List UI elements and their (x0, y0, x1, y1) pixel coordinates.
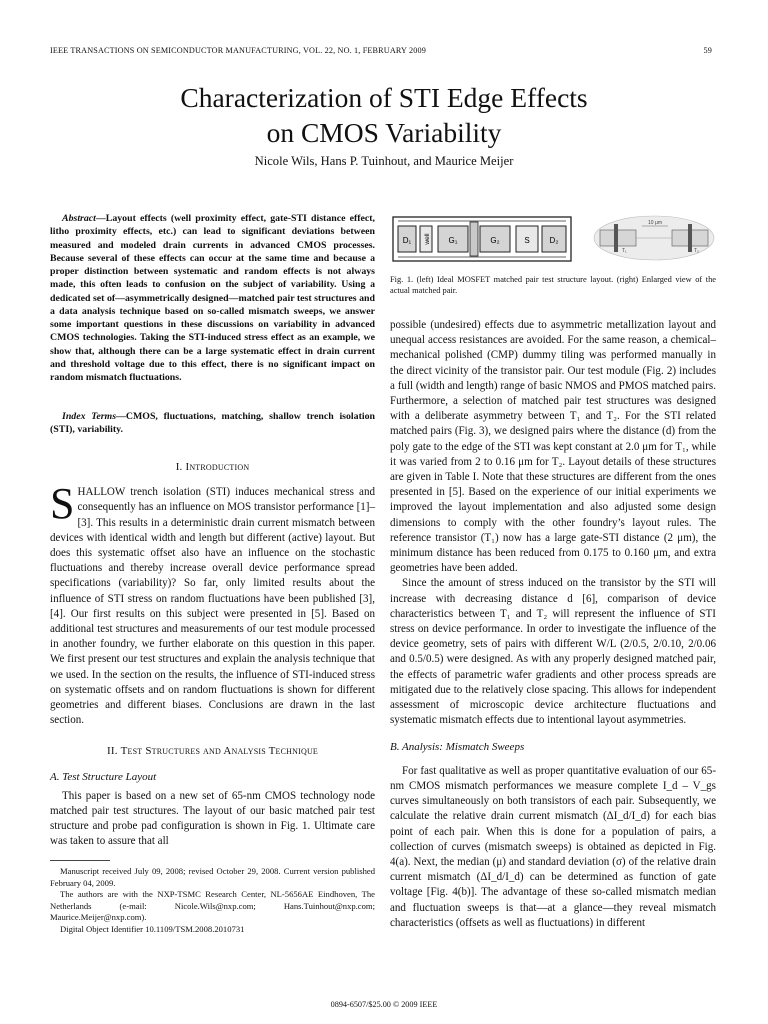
footnote-doi: Digital Object Identifier 10.1109/TSM.2008.2010731 (60, 923, 245, 934)
section-number: II. (106, 745, 118, 758)
intro-text: HALLOW trench isolation (STI) induces mechanical stress and consequently has an influence on MOS transistor performance [1]–[3]. This results in a deterministic drain current mismatch between devices with identical width and length but different (active) layout. But does this systematic offset also have an influence on the stochastic fluctuations and thereby increase overall device performance spread specifications (variability)? So far, only limited results about the influence of STI stress on random fluctuations have been published [3], [4]. Our first results on this subject were presented in [5]. Based on additional test structures and measurements of our test module processed in another foundry, we further elaborate on this question in this paper. We first present our test structures and explain the analysis technique that we used. In the section on the results, the influence of STI-induced stress on systematic offsets and on random fluctuations is shown for different geometries and different biases. Conclusions are drawn in the last section. (50, 486, 375, 727)
left-column (50, 460, 375, 850)
label-t1: T₁ (622, 248, 627, 254)
section-heading-2 (50, 744, 375, 759)
footnote-received: Manuscript received July 09, 2008; revised October 29, 2008. Current version published February 04, 2009. (50, 866, 375, 888)
label-t2: T₂ (694, 248, 699, 254)
section-title: Test Structures and Analysis Technique (120, 745, 319, 758)
title-line-1: Characterization of STI Edge Effects (180, 82, 588, 113)
label-scale: 10 μm (648, 220, 662, 226)
running-header: IEEE TRANSACTIONS ON SEMICONDUCTOR MANUFACTURING, VOL. 22, NO. 1, FEBRUARY 2009 (50, 46, 426, 55)
label-d2: D₂ (549, 236, 559, 245)
label-d1: D₁ (402, 236, 412, 245)
subsection-b-paragraph: For fast qualitative as well as proper quantitative evaluation of our 65-nm CMOS mismatch performances we measure complete I_d – V_gs curves simultaneously on both transistors of each pair. Subsequently, we calculate the relative drain current mismatch (ΔI_d/I_d) for each bias point of each pair. When this is done for a population of pairs, a collection of curves (mismatch sweeps) is obtained as depicted in Fig. 4(a). Next, the median (μ) and standard deviation (σ) of the relative drain current mismatch (ΔI_d/I_d) can be determined as function of gate voltage [Fig. 4(b)]. The advantage of these so-called mismatch median and fluctuation sweeps is that—at a glance—they reveal mismatch characteristics (offsets as well as fluctuations) in different (390, 764, 716, 929)
index-terms-label: Index Terms (62, 411, 117, 422)
section-heading-intro (50, 460, 375, 475)
right-paragraph-2: Since the amount of stress induced on the transistor by the STI will increase with decreasing distance d [6], comparison of device characteristics between T₁ and T₂ will represent the influence of STI stress on device performance. In order to investigate the influence of the device geometry, sets of pairs with different W/L (2/0.5, 2/0.10, 2/0.06 and 0.5/0.5) were designed. As with any properly designed matched pair, the effects of parametric wafer gradients and other process spreads are mitigated due to the relatively close spacing. This allows for independent assessment of microscopic device architecture fluctuations and systematic mismatch effects due to intentional layout asymmetries. (390, 577, 716, 727)
footnote-affiliation: The authors are with the NXP-TSMC Research Center, NL-5656AE Eindhoven, The Netherlands (e-mail: Nicole.Wils@nxp.com; Hans.Tuinhout@nxp.com; Maurice.Meijer@nxp.com). (50, 889, 375, 923)
paper-title (0, 80, 768, 150)
label-well: well (424, 233, 431, 245)
figure1-caption: Fig. 1. (left) Ideal MOSFET matched pair test structure layout. (right) Enlarged view of the actual matched pair. (390, 275, 716, 296)
figure1-left-layout (392, 212, 572, 264)
title-line-2: on CMOS Variability (266, 117, 502, 148)
label-g2: G₂ (490, 236, 500, 245)
authors: Nicole Wils, Hans P. Tuinhout, and Maurice Meijer (254, 154, 514, 168)
intro-paragraph (50, 479, 375, 728)
subsection-heading-a: A. Test Structure Layout (50, 770, 157, 783)
transistor-pair (470, 222, 478, 256)
section-number: I. (175, 461, 183, 473)
abstract-text: —Layout effects (well proximity effect, gate-STI distance effect, litho proximity effects, etc.) can lead to significant deviations between measured and modeled drain currents in advanced CMOS processes. Because several of these effects can occur at the same time and because a proper distinction between systematic and random effects is not always made, this often leads to confusion on the subject of variability. Using a dedicated set of—asymmetrically designed—matched pair test structures and a data analysis technique based on so-called mismatch sweeps, we answer some important questions in these discussions on variability in advanced CMOS technologies. Taking the STI-induced stress effect as an example, we show that, although there can be a large systematic effect in drain current and threshold voltage due to this effect, there is no significant impact on random mismatch fluctuations. (50, 213, 375, 383)
index-terms (50, 410, 375, 437)
label-s: S (524, 236, 530, 245)
right-column (390, 318, 716, 931)
drop-cap: S (50, 479, 75, 529)
page-number: 59 (703, 46, 712, 55)
label-g1: G₁ (448, 236, 458, 245)
section-title: Introduction (185, 461, 250, 473)
footnotes (50, 866, 375, 936)
index-terms-text: —CMOS, fluctuations, matching, shallow trench isolation (STI), variability. (50, 411, 375, 436)
subsection-heading-b: B. Analysis: Mismatch Sweeps (390, 741, 525, 754)
copyright-footer: 0894-6507/$25.00 © 2009 IEEE (330, 1000, 438, 1009)
subsection-a-paragraph: This paper is based on a new set of 65-nm CMOS technology node matched pair test structures. The layout of our basic matched pair test structure and probe pad configuration is shown in Fig. 1. Ultimate care was taken to assure that all (50, 789, 375, 848)
abstract (50, 212, 375, 384)
right-paragraph-1: possible (undesired) effects due to asymmetric metallization layout and unequal access resistances are avoided. For the same reason, a chemical–mechanical polished (CMP) dummy tiling was performed manually in the direct vicinity of the transistor pair. Our test module (Fig. 2) includes a full (width and length) range of basic NMOS and PMOS matched pairs. Furthermore, a selection of matched pair test structures was designed with a deliberate asymmetry between T₁ and T₂. For the STI related matched pairs (Fig. 3), we designed pairs where the distance (d) from the poly gate to the edge of the STI was kept constant at 2.0 μm for T₁, while it was varied from 2 to 0.16 μm for T₂. Layout details of these structures are given in Table I. Note that these structures are different from the ones presented in [5]. Based on the experience of our initial experiments we improved the layout implementation and also adjusted some design dimensions to comply with the other foundry’s layout rules. The reference transistor (T₁) now has a large gate-STI distance (2 μm), the minimum distance has been reduced from 0.175 to 0.160 μm, and extra geometries have been added. (390, 319, 716, 575)
abstract-label: Abstract (62, 213, 96, 224)
footnote-rule (50, 860, 110, 861)
figure1-right-enlarged (592, 212, 716, 264)
